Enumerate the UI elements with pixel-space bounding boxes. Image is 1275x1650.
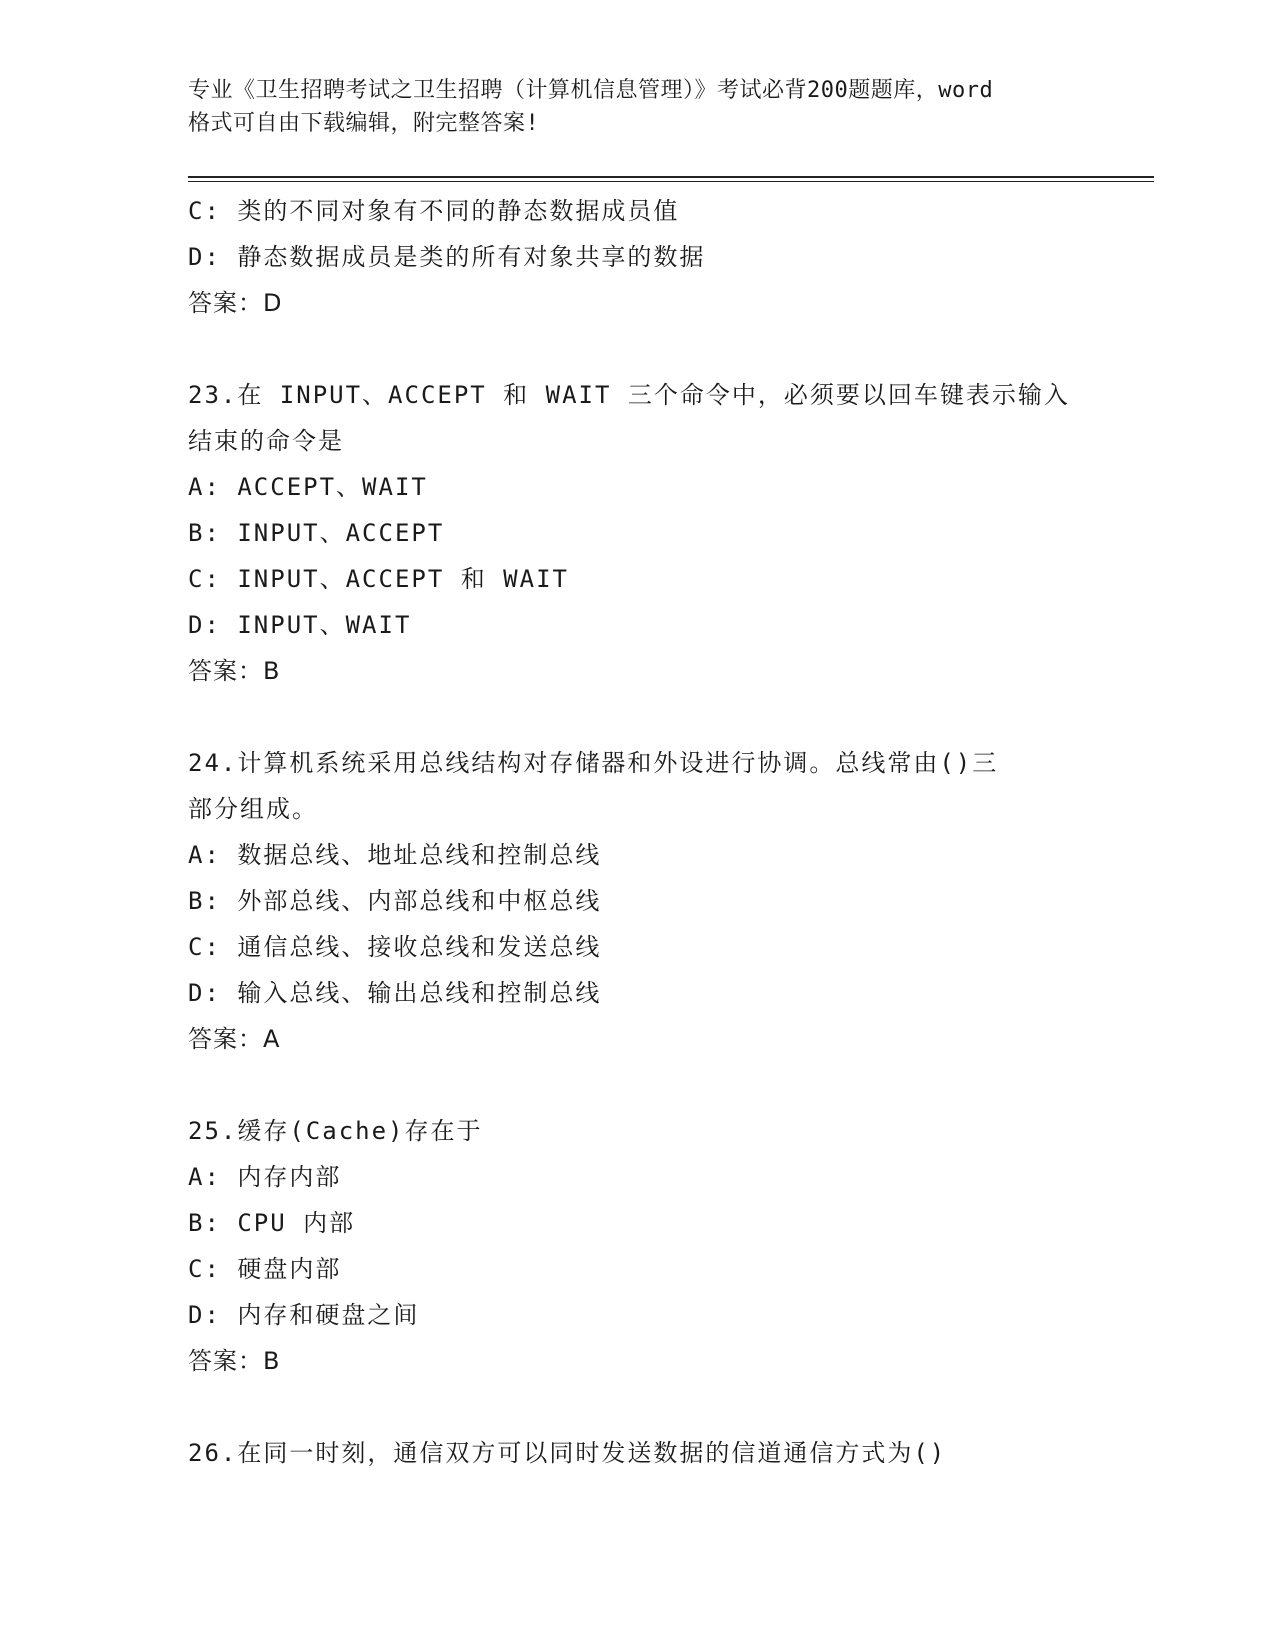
q24-answer: 答案：A	[188, 1025, 281, 1053]
q22-answer: 答案：D	[188, 289, 283, 317]
q24-option-c: C: 通信总线、接收总线和发送总线	[188, 933, 602, 961]
q25-option-d: D: 内存和硬盘之间	[188, 1301, 420, 1329]
document-header	[188, 74, 1088, 140]
q25-option-a: A: 内存内部	[188, 1163, 342, 1191]
q23-stem-1: 23.在 INPUT、ACCEPT 和 WAIT 三个命令中，必须要以回车键表示输入	[188, 381, 1070, 409]
q22-option-d: D: 静态数据成员是类的所有对象共享的数据	[188, 243, 706, 271]
header-divider	[188, 176, 1154, 178]
q24-stem-2: 部分组成。	[188, 795, 318, 823]
q22-option-c: C: 类的不同对象有不同的静态数据成员值	[188, 197, 680, 225]
q24-option-d: D: 输入总线、输出总线和控制总线	[188, 979, 602, 1007]
q23-option-a: A: ACCEPT、WAIT	[188, 473, 428, 501]
header-divider-thin	[188, 181, 1154, 182]
header-line-1: 专业《卫生招聘考试之卫生招聘（计算机信息管理）》考试必背200题题库，word	[188, 78, 994, 103]
q23-answer: 答案：B	[188, 657, 281, 685]
q23-option-b: B: INPUT、ACCEPT	[188, 519, 445, 547]
q23-option-d: D: INPUT、WAIT	[188, 611, 412, 639]
q25-option-c: C: 硬盘内部	[188, 1255, 342, 1283]
question-list	[188, 188, 1148, 1476]
header-line-2: 格式可自由下载编辑，附完整答案!	[188, 111, 540, 136]
q24-option-b: B: 外部总线、内部总线和中枢总线	[188, 887, 602, 915]
q23-option-c: C: INPUT、ACCEPT 和 WAIT	[188, 565, 569, 593]
q25-stem-1: 25.缓存(Cache)存在于	[188, 1117, 483, 1145]
q25-option-b: B: CPU 内部	[188, 1209, 356, 1237]
q25-answer: 答案：B	[188, 1347, 281, 1375]
q26-stem-1: 26.在同一时刻，通信双方可以同时发送数据的信道通信方式为()	[188, 1439, 947, 1467]
q24-option-a: A: 数据总线、地址总线和控制总线	[188, 841, 602, 869]
q24-stem-1: 24.计算机系统采用总线结构对存储器和外设进行协调。总线常由()三	[188, 749, 999, 777]
q23-stem-2: 结束的命令是	[188, 427, 344, 455]
